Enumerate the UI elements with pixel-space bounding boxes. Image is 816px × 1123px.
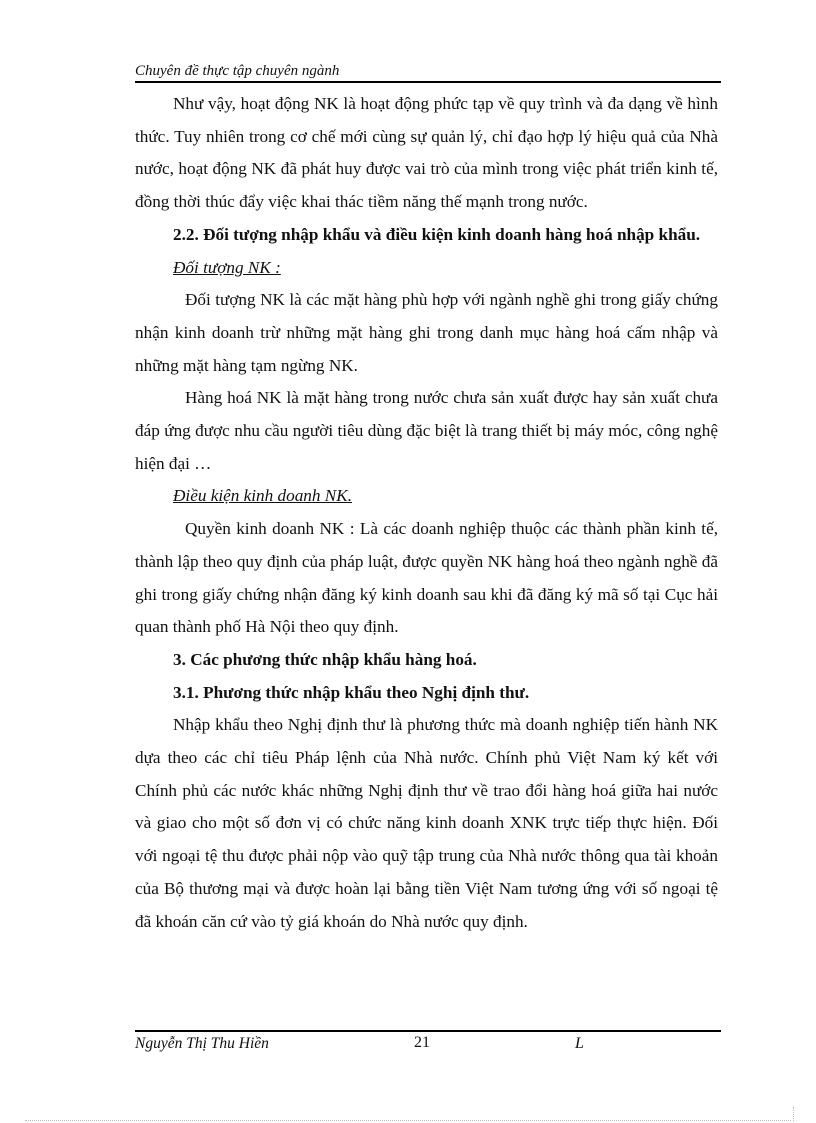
- page-number: 21: [414, 1034, 430, 1051]
- heading-2-2: 2.2. Đối tượng nhập khẩu và điều kiện kinh doanh hàng hoá nhập khẩu.: [173, 224, 701, 244]
- page-edge-dotted-line: [25, 1120, 791, 1121]
- header-divider: [135, 81, 721, 83]
- subheading-doi-tuong-nk: Đối tượng NK :: [173, 257, 281, 277]
- footer-author: Nguyễn Thị Thu Hiền: [135, 1035, 269, 1052]
- page-corner-dotted-line: [793, 1107, 794, 1121]
- heading-3-1: 3.1. Phương thức nhập khẩu theo Nghị định thư.: [173, 682, 530, 702]
- paragraph-quyen-kinh-doanh: Quyền kinh doanh NK : Là các doanh nghiệp thuộc các thành phần kinh tế, thành lập theo quy định của pháp luật, được quyền NK hàng hoá theo ngành nghề đã ghi trong giấy chứng nhận đăng ký kinh doanh sau khi đã đăng ký mã số tại Cục hải quan thành phố Hà Nội theo quy định.: [135, 519, 718, 637]
- document-body: [135, 88, 718, 938]
- paragraph-doi-tuong: Đối tượng NK là các mặt hàng phù hợp với ngành nghề ghi trong giấy chứng nhận kinh doanh trừ những mặt hàng ghi trong danh mục hàng hoá cấm nhập và những mặt hàng tạm ngừng NK.: [135, 290, 718, 375]
- footer-divider: [135, 1030, 721, 1032]
- paragraph-nghi-dinh-thu: Nhập khẩu theo Nghị định thư là phương thức mà doanh nghiệp tiến hành NK dựa theo các chỉ tiêu Pháp lệnh của Nhà nước. Chính phủ Việt Nam ký kết với Chính phủ các nước khác những Nghị định thư về trao đổi hàng hoá giữa hai nước và giao cho một số đơn vị có chức năng kinh doanh XNK trực tiếp thực hiện. Đối với ngoại tệ thu được phải nộp vào quỹ tập trung của Nhà nước thông qua tài khoản của Bộ thương mại và được hoàn lại bằng tiền Việt Nam tương ứng với số ngoại tệ đã khoán căn cứ vào tỷ giá khoán do Nhà nước quy định.: [135, 715, 718, 931]
- page-header-title: Chuyên đề thực tập chuyên ngành: [135, 63, 340, 79]
- subheading-dieu-kien-kinh-doanh: Điều kiện kinh doanh NK.: [173, 486, 353, 506]
- footer-mark: L: [575, 1035, 584, 1052]
- paragraph-nk-overview: Như vậy, hoạt động NK là hoạt động phức tạp về quy trình và đa dạng về hình thức. Tuy nhiên trong cơ chế mới cùng sự quản lý, chỉ đạo hợp lý hiệu quả của Nhà nước, hoạt động NK đã phát huy được vai trò của mình trong việc phát triển kinh tế, đồng thời thúc đẩy việc khai thác tiềm năng thế mạnh trong nước.: [135, 94, 718, 212]
- paragraph-hang-hoa-nk: Hàng hoá NK là mặt hàng trong nước chưa sản xuất được hay sản xuất chưa đáp ứng được nhu cầu người tiêu dùng đặc biệt là trang thiết bị máy móc, công nghệ hiện đại …: [135, 388, 718, 473]
- heading-3: 3. Các phương thức nhập khẩu hàng hoá.: [173, 649, 477, 669]
